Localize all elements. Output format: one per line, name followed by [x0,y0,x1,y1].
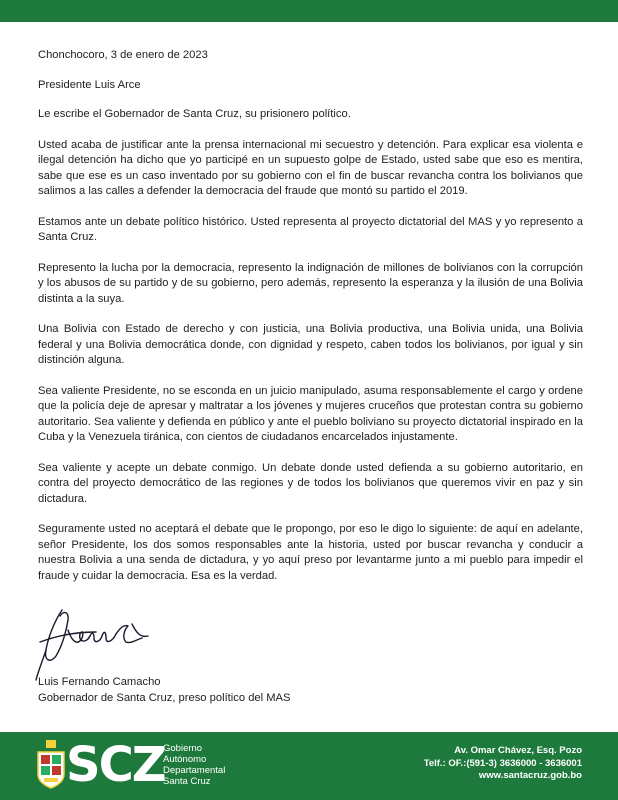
signer-block [38,675,438,706]
paragraph-2: Usted acaba de justificar ante la prensa internacional mi secuestro y detención. Para explicar esa violenta e ilegal detención ha dicho que yo participé en un supuesto golpe de Estado, usted sabe que eso es mentira, sabe que ese es un caso inventado por su gobierno con el fin de buscar revancha contra los bolivianos que salimos a las calles a defender la democracia del fraude que montó su partido el 2019. [38,138,583,197]
signer-name: Luis Fernando Camacho [38,676,161,688]
gov-line-2: Autónomo [163,754,207,765]
paragraph-6: Sea valiente Presidente, no se esconda en un juicio manipulado, asuma responsablemente el cargo y ordene que la policía deje de apresar y maltratar a los jóvenes y mujeres cruceños que protestan contra su gobierno autoritario. Sea valiente y defienda en público y ante el pueblo boliviano su proyecto dictatorial inspirado en la Cuba y la Venezuela tiránica, con cientos de ciudadanos encarcelados injustamente. [38,384,583,443]
recipient: Presidente Luis Arce [38,78,141,91]
government-name [163,743,225,787]
paragraph-1: Le escribe el Gobernador de Santa Cruz, su prisionero político. [38,108,351,120]
paragraph-8: Seguramente usted no aceptará el debate que le propongo, por eso le digo lo siguiente: de aquí en adelante, señor Presidente, los dos somos responsables ante la historia, usted por buscar revancha y conducir a nuestra Bolivia a una senda de dictadura, y yo aquí preso por levantarme junto a mi pueblo para impedir el fraude y cuidar la democracia. Esa es la verdad. [38,523,583,582]
scz-logo: SCZ [66,737,165,793]
gov-line-3: Departamental [163,765,226,776]
signer-title: Gobernador de Santa Cruz, preso político del MAS [38,691,291,704]
handwritten-signature [32,602,162,682]
header-bar [0,0,618,22]
dateline: Chonchocoro, 3 de enero de 2023 [38,49,208,61]
paragraph-3: Estamos ante un debate político histórico. Usted representa al proyecto dictatorial del MAS y yo represento a Santa Cruz. [38,215,583,243]
paragraph-4: Represento la lucha por la democracia, represento la indignación de millones de bolivianos con la corrupción y los abusos de su partido y de su gobierno, pero además, represento la esperanza y la ilusión de una Bolivia distinta a la suya. [38,261,583,305]
address: Av. Omar Chávez, Esq. Pozo [454,745,582,756]
coat-of-arms-icon [36,740,66,790]
gov-line-4: Santa Cruz [163,776,211,787]
letter-body [38,48,583,599]
contact-info [424,745,582,783]
paragraph-7: Sea valiente y acepte un debate conmigo. Un debate donde usted defienda a su gobierno autoritario, en contra del proyecto democrático de las regiones y de todos los bolivianos que queremos vivir en paz y sin dictadura. [38,461,583,505]
phone: Telf.: OF.:(591-3) 3636000 - 3636001 [423,757,582,769]
gov-line-1: Gobierno [163,743,203,754]
footer [0,732,618,800]
paragraph-5: Una Bolivia con Estado de derecho y con justicia, una Bolivia productiva, una Bolivia unida, una Bolivia federal y una Bolivia democrática donde, con dignidad y respeto, caben todos los bolivianos, por igual y sin distinción alguna. [38,323,583,366]
website-link[interactable]: www.santacruz.gob.bo [478,770,582,781]
